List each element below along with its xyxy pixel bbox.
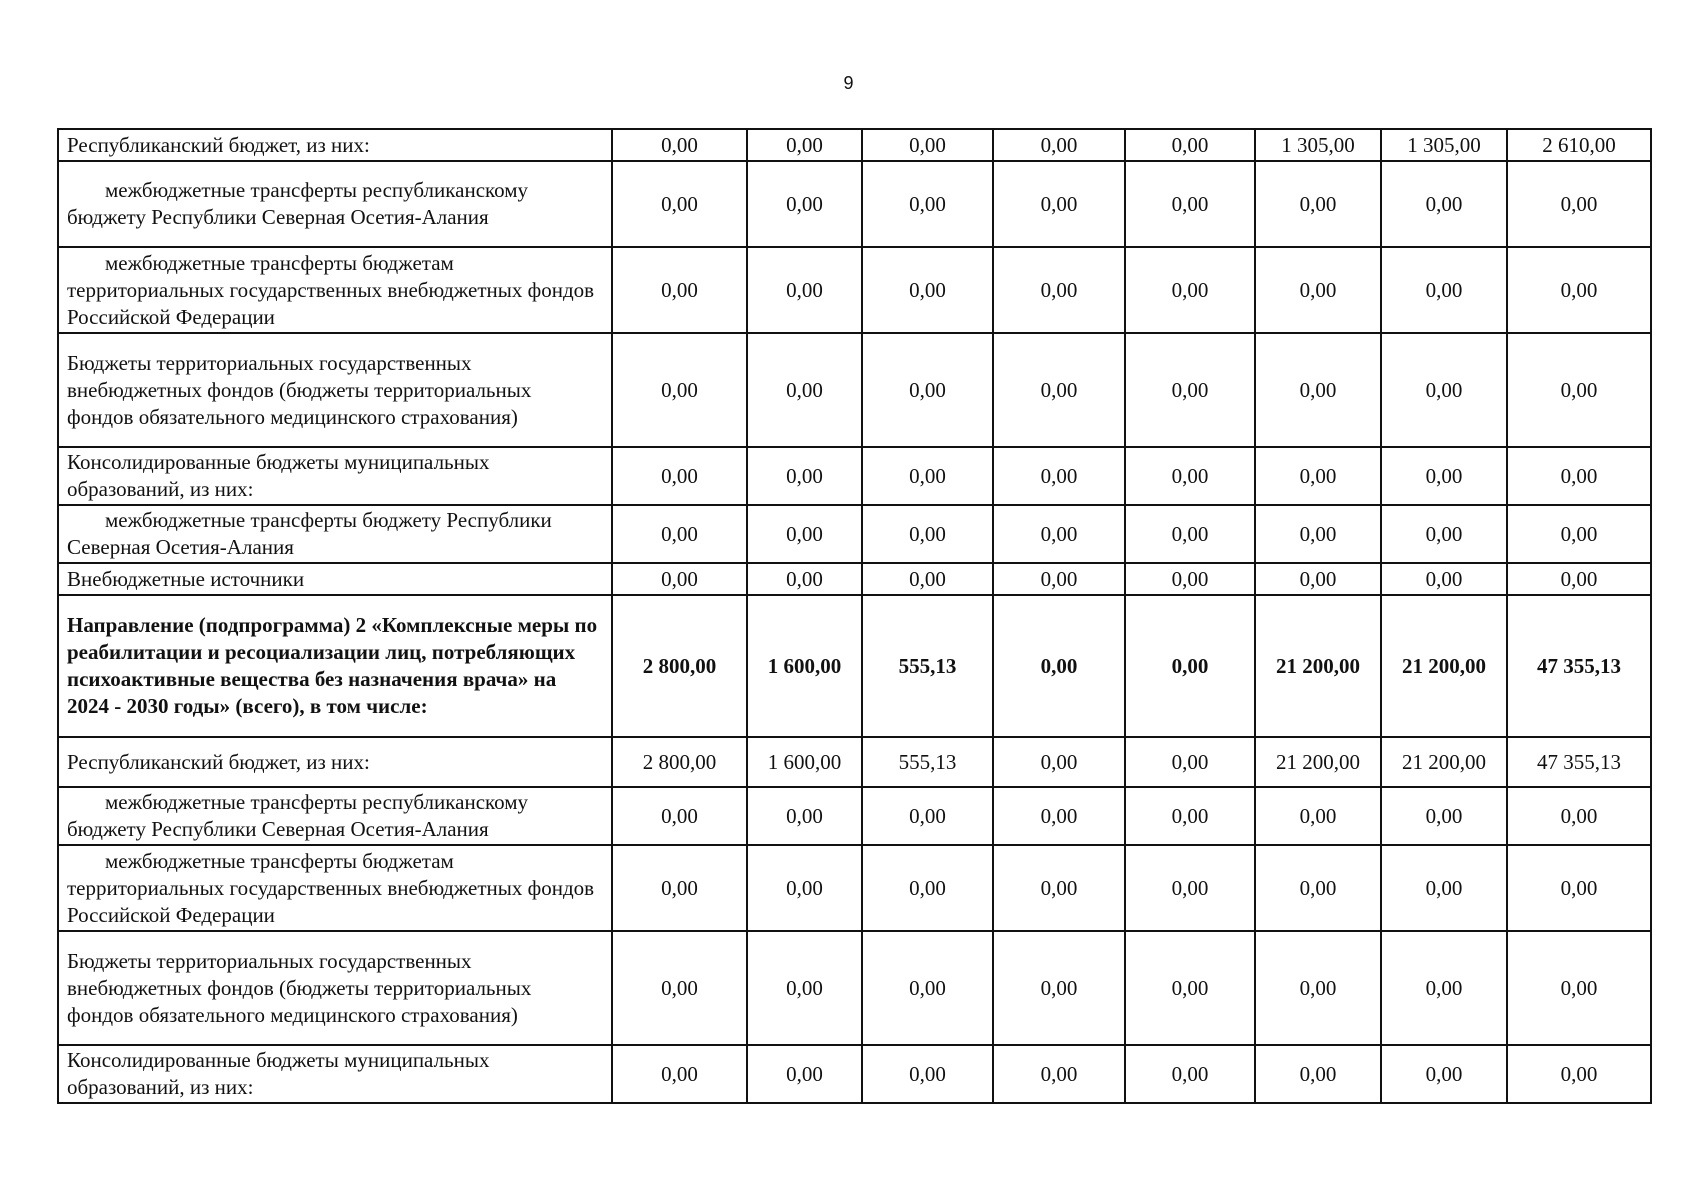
value-cell: 0,00 bbox=[612, 931, 747, 1045]
value-cell: 0,00 bbox=[1381, 787, 1507, 845]
table-row bbox=[58, 505, 1651, 563]
budget-table bbox=[57, 128, 1652, 1104]
value-cell: 0,00 bbox=[862, 161, 993, 247]
table-row bbox=[58, 845, 1651, 931]
value-cell: 0,00 bbox=[1255, 333, 1381, 447]
table-row bbox=[58, 595, 1651, 737]
value-cell: 0,00 bbox=[993, 737, 1125, 787]
value-cell: 0,00 bbox=[747, 447, 862, 505]
value-cell: 0,00 bbox=[747, 505, 862, 563]
row-label bbox=[58, 845, 612, 931]
value-cell: 0,00 bbox=[1381, 447, 1507, 505]
value-cell: 0,00 bbox=[747, 161, 862, 247]
value-cell: 0,00 bbox=[993, 333, 1125, 447]
value-cell: 0,00 bbox=[1125, 1045, 1255, 1103]
value-cell: 0,00 bbox=[747, 931, 862, 1045]
value-cell: 0,00 bbox=[1125, 505, 1255, 563]
value-cell: 0,00 bbox=[993, 505, 1125, 563]
value-cell: 0,00 bbox=[1381, 931, 1507, 1045]
row-label-text: Республиканский бюджет, из них: bbox=[67, 132, 370, 157]
value-cell: 0,00 bbox=[1507, 845, 1651, 931]
value-cell: 0,00 bbox=[1507, 247, 1651, 333]
value-cell: 0,00 bbox=[747, 1045, 862, 1103]
value-cell: 0,00 bbox=[747, 787, 862, 845]
value-cell: 0,00 bbox=[993, 161, 1125, 247]
value-cell: 0,00 bbox=[1381, 1045, 1507, 1103]
value-cell: 2 800,00 bbox=[612, 737, 747, 787]
value-cell: 0,00 bbox=[1507, 161, 1651, 247]
table-row bbox=[58, 129, 1651, 161]
row-label bbox=[58, 161, 612, 247]
value-cell: 47 355,13 bbox=[1507, 737, 1651, 787]
value-cell: 0,00 bbox=[993, 129, 1125, 161]
value-cell: 21 200,00 bbox=[1255, 737, 1381, 787]
value-cell: 0,00 bbox=[1381, 161, 1507, 247]
value-cell: 555,13 bbox=[862, 595, 993, 737]
row-label bbox=[58, 787, 612, 845]
row-label bbox=[58, 247, 612, 333]
value-cell: 0,00 bbox=[862, 129, 993, 161]
value-cell: 0,00 bbox=[1507, 333, 1651, 447]
value-cell: 0,00 bbox=[993, 787, 1125, 845]
value-cell: 0,00 bbox=[993, 247, 1125, 333]
value-cell: 0,00 bbox=[993, 845, 1125, 931]
value-cell: 0,00 bbox=[612, 563, 747, 595]
row-label-text: Направление (подпрограмма) 2 «Комплексные меры по реабилитации и ресоциализации лиц, потребляющих психоактивные вещества без назначения врача» на 2024 - 2030 годы» (всего), в том числе: bbox=[67, 613, 598, 718]
value-cell: 47 355,13 bbox=[1507, 595, 1651, 737]
value-cell: 0,00 bbox=[1125, 333, 1255, 447]
row-label bbox=[58, 931, 612, 1045]
value-cell: 0,00 bbox=[862, 447, 993, 505]
value-cell: 0,00 bbox=[747, 247, 862, 333]
value-cell: 0,00 bbox=[1255, 845, 1381, 931]
budget-table-body bbox=[58, 129, 1651, 1103]
value-cell: 0,00 bbox=[1255, 247, 1381, 333]
value-cell: 0,00 bbox=[612, 129, 747, 161]
row-label-text: Консолидированные бюджеты муниципальных образований, из них: bbox=[67, 450, 490, 501]
value-cell: 0,00 bbox=[1125, 247, 1255, 333]
page-number: 9 bbox=[843, 73, 854, 93]
value-cell: 0,00 bbox=[747, 129, 862, 161]
row-label bbox=[58, 595, 612, 737]
value-cell: 0,00 bbox=[612, 247, 747, 333]
table-row bbox=[58, 737, 1651, 787]
value-cell: 0,00 bbox=[612, 1045, 747, 1103]
row-label-text: межбюджетные трансферты республиканскому бюджету Республики Северная Осетия-Алания bbox=[67, 178, 529, 229]
value-cell: 0,00 bbox=[612, 333, 747, 447]
value-cell: 0,00 bbox=[1125, 595, 1255, 737]
row-label-text: межбюджетные трансферты республиканскому бюджету Республики Северная Осетия-Алания bbox=[67, 790, 529, 841]
value-cell: 1 305,00 bbox=[1255, 129, 1381, 161]
row-label-text: Консолидированные бюджеты муниципальных образований, из них: bbox=[67, 1048, 490, 1099]
value-cell: 0,00 bbox=[612, 787, 747, 845]
value-cell: 0,00 bbox=[1125, 447, 1255, 505]
value-cell: 0,00 bbox=[993, 563, 1125, 595]
value-cell: 21 200,00 bbox=[1381, 595, 1507, 737]
value-cell: 0,00 bbox=[862, 1045, 993, 1103]
value-cell: 0,00 bbox=[862, 931, 993, 1045]
row-label-text: межбюджетные трансферты бюджетам территориальных государственных внебюджетных фондов Российской Федерации bbox=[67, 250, 595, 329]
value-cell: 0,00 bbox=[1125, 931, 1255, 1045]
value-cell: 0,00 bbox=[862, 787, 993, 845]
table-row bbox=[58, 447, 1651, 505]
table-row bbox=[58, 333, 1651, 447]
value-cell: 0,00 bbox=[993, 447, 1125, 505]
value-cell: 0,00 bbox=[612, 447, 747, 505]
value-cell: 0,00 bbox=[1255, 161, 1381, 247]
value-cell: 0,00 bbox=[993, 595, 1125, 737]
value-cell: 0,00 bbox=[862, 845, 993, 931]
value-cell: 0,00 bbox=[862, 563, 993, 595]
value-cell: 0,00 bbox=[1255, 505, 1381, 563]
value-cell: 0,00 bbox=[1381, 333, 1507, 447]
value-cell: 0,00 bbox=[862, 247, 993, 333]
row-label-text: Бюджеты территориальных государственных внебюджетных фондов (бюджеты территориальных фондов обязательного медицинского страхования) bbox=[67, 948, 532, 1027]
value-cell: 0,00 bbox=[1507, 447, 1651, 505]
value-cell: 0,00 bbox=[1381, 845, 1507, 931]
value-cell: 0,00 bbox=[1255, 447, 1381, 505]
table-row bbox=[58, 563, 1651, 595]
value-cell: 0,00 bbox=[1507, 931, 1651, 1045]
value-cell: 0,00 bbox=[1507, 505, 1651, 563]
value-cell: 0,00 bbox=[1381, 505, 1507, 563]
value-cell: 1 600,00 bbox=[747, 737, 862, 787]
table-row bbox=[58, 1045, 1651, 1103]
value-cell: 0,00 bbox=[1381, 247, 1507, 333]
row-label bbox=[58, 505, 612, 563]
table-row bbox=[58, 787, 1651, 845]
table-row bbox=[58, 161, 1651, 247]
value-cell: 0,00 bbox=[1125, 787, 1255, 845]
value-cell: 21 200,00 bbox=[1381, 737, 1507, 787]
table-row bbox=[58, 247, 1651, 333]
value-cell: 0,00 bbox=[862, 505, 993, 563]
value-cell: 2 610,00 bbox=[1507, 129, 1651, 161]
row-label bbox=[58, 447, 612, 505]
value-cell: 555,13 bbox=[862, 737, 993, 787]
value-cell: 0,00 bbox=[612, 161, 747, 247]
value-cell: 0,00 bbox=[993, 931, 1125, 1045]
value-cell: 0,00 bbox=[862, 333, 993, 447]
row-label bbox=[58, 333, 612, 447]
value-cell: 0,00 bbox=[1125, 737, 1255, 787]
row-label-text: межбюджетные трансферты бюджету Республики Северная Осетия-Алания bbox=[67, 508, 552, 559]
value-cell: 0,00 bbox=[1125, 563, 1255, 595]
value-cell: 1 305,00 bbox=[1381, 129, 1507, 161]
row-label bbox=[58, 563, 612, 595]
value-cell: 0,00 bbox=[612, 505, 747, 563]
table-row bbox=[58, 931, 1651, 1045]
value-cell: 0,00 bbox=[1381, 563, 1507, 595]
row-label-text: межбюджетные трансферты бюджетам территориальных государственных внебюджетных фондов Российской Федерации bbox=[67, 848, 595, 927]
row-label-text: Бюджеты территориальных государственных внебюджетных фондов (бюджеты территориальных фондов обязательного медицинского страхования) bbox=[67, 350, 532, 429]
value-cell: 0,00 bbox=[747, 563, 862, 595]
value-cell: 0,00 bbox=[612, 845, 747, 931]
value-cell: 0,00 bbox=[1125, 129, 1255, 161]
row-label bbox=[58, 129, 612, 161]
value-cell: 0,00 bbox=[1255, 787, 1381, 845]
value-cell: 1 600,00 bbox=[747, 595, 862, 737]
value-cell: 2 800,00 bbox=[612, 595, 747, 737]
value-cell: 0,00 bbox=[1255, 931, 1381, 1045]
value-cell: 0,00 bbox=[993, 1045, 1125, 1103]
value-cell: 0,00 bbox=[1255, 563, 1381, 595]
row-label bbox=[58, 737, 612, 787]
value-cell: 0,00 bbox=[1125, 845, 1255, 931]
row-label bbox=[58, 1045, 612, 1103]
value-cell: 0,00 bbox=[1507, 563, 1651, 595]
value-cell: 0,00 bbox=[747, 333, 862, 447]
value-cell: 0,00 bbox=[1507, 787, 1651, 845]
value-cell: 0,00 bbox=[1255, 1045, 1381, 1103]
value-cell: 21 200,00 bbox=[1255, 595, 1381, 737]
value-cell: 0,00 bbox=[747, 845, 862, 931]
row-label-text: Республиканский бюджет, из них: bbox=[67, 749, 370, 774]
value-cell: 0,00 bbox=[1507, 1045, 1651, 1103]
value-cell: 0,00 bbox=[1125, 161, 1255, 247]
row-label-text: Внебюджетные источники bbox=[67, 566, 305, 591]
